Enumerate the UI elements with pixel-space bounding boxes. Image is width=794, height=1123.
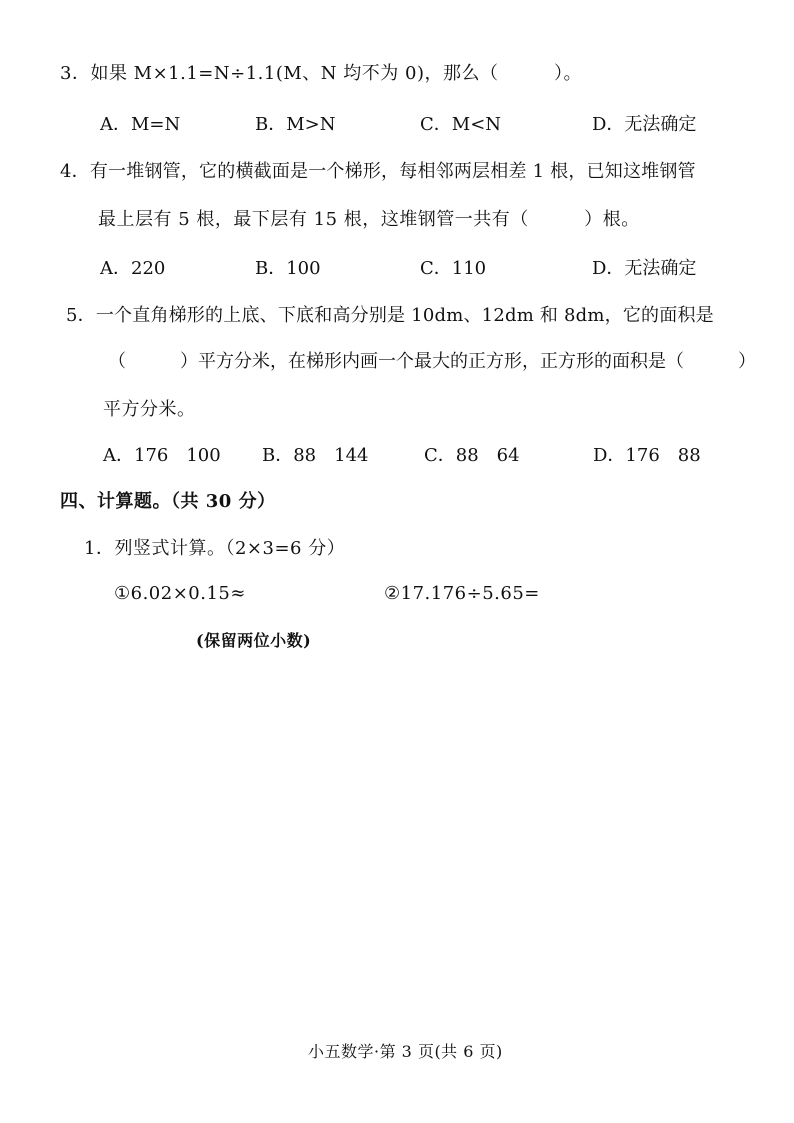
q5-stem-line1: 5．一个直角梯形的上底、下底和高分别是 10dm、12dm 和 8dm，它的面积是	[66, 305, 714, 326]
q4-option-a: A．220	[100, 258, 166, 279]
q5-option-b: B．88 144	[262, 445, 369, 466]
q5-option-a: A．176 100	[103, 445, 221, 466]
q3-option-b: B．M>N	[255, 114, 336, 135]
q4-option-d: D．无法确定	[592, 258, 697, 279]
q4-stem-line2: 最上层有 5 根，最下层有 15 根，这堆钢管一共有（ ）根。	[98, 209, 640, 230]
q4-option-b: B．100	[255, 258, 321, 279]
q5-option-d: D．176 88	[593, 445, 701, 466]
section-4-title: 四、计算题。（共 30 分）	[60, 491, 276, 512]
page-footer: 小五数学·第 3 页(共 6 页)	[308, 1042, 503, 1061]
q3-stem: 3．如果 M×1.1=N÷1.1(M、N 均不为 0)，那么（ ）。	[60, 63, 582, 84]
calc-subtitle: 1．列竖式计算。（2×3=6 分）	[84, 538, 346, 559]
q3-option-d: D．无法确定	[592, 114, 697, 135]
q3-option-a: A．M=N	[100, 114, 181, 135]
q4-stem-line1: 4．有一堆钢管，它的横截面是一个梯形，每相邻两层相差 1 根，已知这堆钢管	[60, 161, 696, 182]
q5-option-c: C．88 64	[424, 445, 520, 466]
q5-stem-line2: （ ）平方分米，在梯形内画一个最大的正方形，正方形的面积是（ ）	[108, 351, 756, 372]
q4-option-c: C．110	[420, 258, 487, 279]
q3-option-c: C．M<N	[420, 114, 502, 135]
q5-stem-line3: 平方分米。	[103, 399, 196, 420]
calc-expression-2: ②17.176÷5.65=	[384, 583, 540, 604]
rounding-note: (保留两位小数)	[196, 631, 312, 650]
calc-expression-1: ①6.02×0.15≈	[114, 583, 246, 604]
